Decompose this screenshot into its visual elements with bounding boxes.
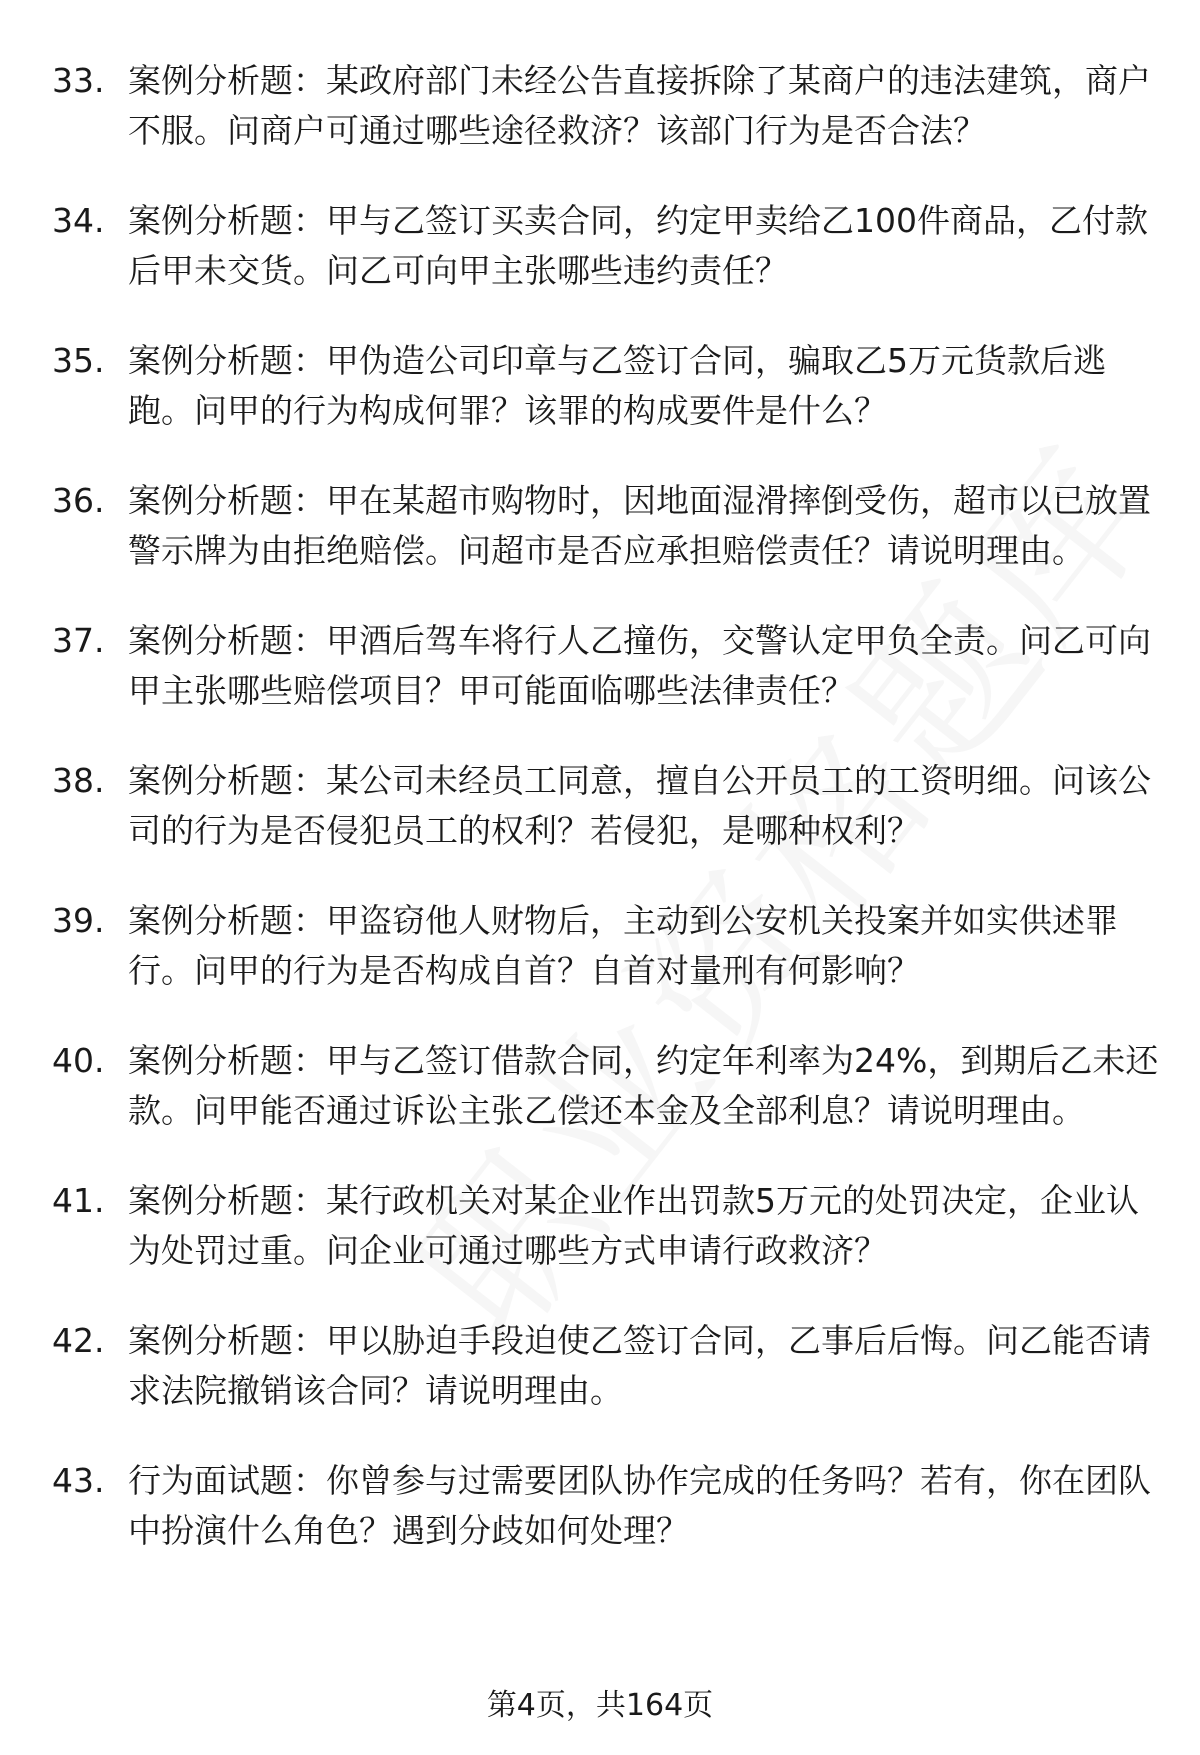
question-text: 案例分析题：甲伪造公司印章与乙签订合同，骗取乙5万元货款后逃跑。问甲的行为构成何罪？该罪的构成要件是什么？ [128, 341, 1106, 430]
list-item [0, 1036, 1200, 1136]
question-number: 34. [52, 201, 105, 240]
question-text: 行为面试题：你曾参与过需要团队协作完成的任务吗？若有，你在团队中扮演什么角色？遇到分歧如何处理？ [128, 1461, 1151, 1550]
question-number: 37. [52, 621, 105, 660]
list-item [0, 1176, 1200, 1276]
list-item [0, 896, 1200, 996]
question-text: 案例分析题：某政府部门未经公告直接拆除了某商户的违法建筑，商户不服。问商户可通过哪些途径救济？该部门行为是否合法？ [128, 61, 1151, 150]
question-number: 39. [52, 901, 105, 940]
page-footer: 第4页，共164页 [486, 1688, 714, 1723]
question-text: 案例分析题：甲与乙签订借款合同，约定年利率为24%，到期后乙未还款。问甲能否通过诉讼主张乙偿还本金及全部利息？请说明理由。 [128, 1041, 1159, 1130]
question-number: 40. [52, 1041, 105, 1080]
list-item [0, 616, 1200, 716]
list-item [0, 56, 1200, 156]
question-text: 案例分析题：甲酒后驾车将行人乙撞伤，交警认定甲负全责。问乙可向甲主张哪些赔偿项目？甲可能面临哪些法律责任？ [128, 621, 1151, 710]
question-text: 案例分析题：某公司未经员工同意，擅自公开员工的工资明细。问该公司的行为是否侵犯员工的权利？若侵犯，是哪种权利？ [128, 761, 1151, 850]
question-text: 案例分析题：甲与乙签订买卖合同，约定甲卖给乙100件商品，乙付款后甲未交货。问乙可向甲主张哪些违约责任？ [128, 201, 1148, 290]
question-list [0, 56, 1200, 1596]
list-item [0, 1456, 1200, 1556]
question-number: 35. [52, 341, 105, 380]
list-item [0, 336, 1200, 436]
question-text: 案例分析题：甲以胁迫手段迫使乙签订合同，乙事后后悔。问乙能否请求法院撤销该合同？请说明理由。 [128, 1321, 1151, 1410]
list-item [0, 1316, 1200, 1416]
question-text: 案例分析题：甲盗窃他人财物后，主动到公安机关投案并如实供述罪行。问甲的行为是否构成自首？自首对量刑有何影响？ [128, 901, 1118, 990]
question-number: 38. [52, 761, 105, 800]
list-item [0, 476, 1200, 576]
question-number: 43. [52, 1461, 105, 1500]
question-text: 案例分析题：甲在某超市购物时，因地面湿滑摔倒受伤，超市以已放置警示牌为由拒绝赔偿。问超市是否应承担赔偿责任？请说明理由。 [128, 481, 1151, 570]
list-item [0, 756, 1200, 856]
question-number: 42. [52, 1321, 105, 1360]
question-number: 41. [52, 1181, 105, 1220]
question-text: 案例分析题：某行政机关对某企业作出罚款5万元的处罚决定，企业认为处罚过重。问企业可通过哪些方式申请行政救济？ [128, 1181, 1139, 1270]
question-number: 36. [52, 481, 105, 520]
question-number: 33. [52, 61, 105, 100]
list-item [0, 196, 1200, 296]
